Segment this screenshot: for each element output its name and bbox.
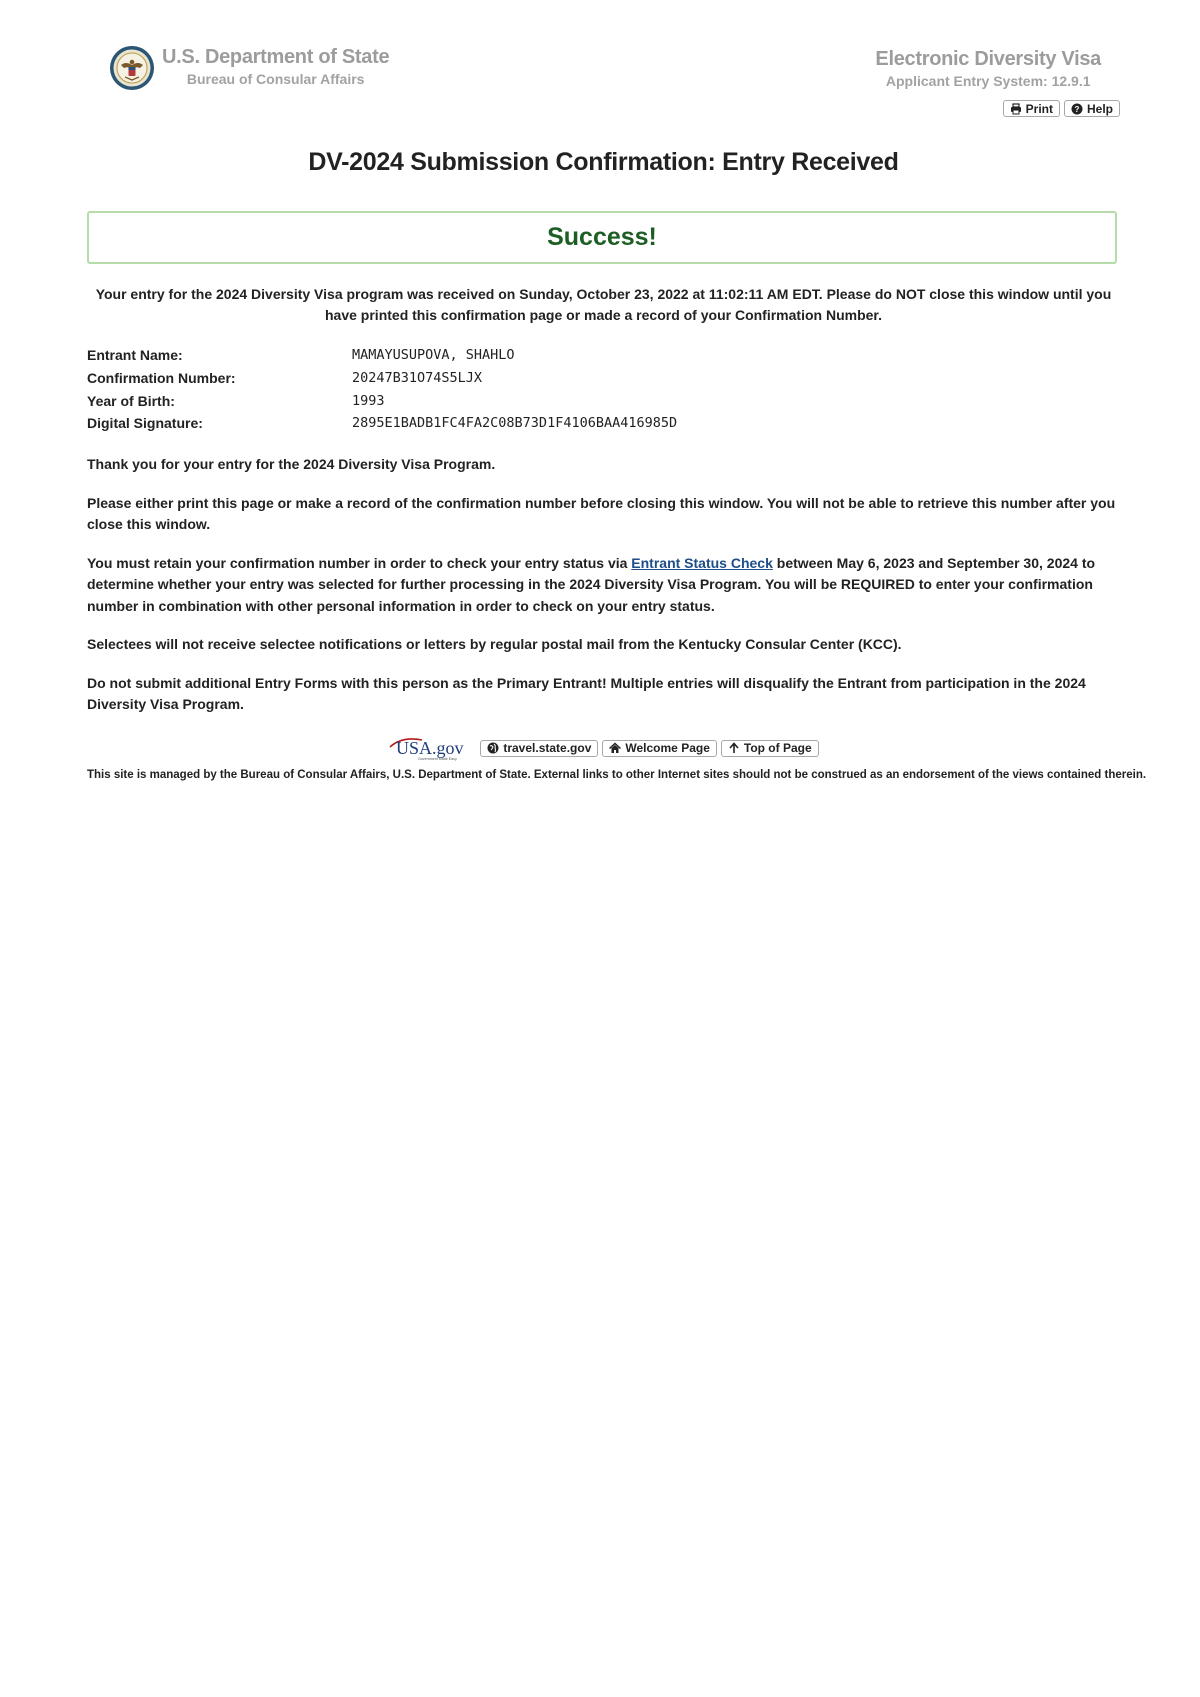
confirmation-number-label: Confirmation Number: bbox=[87, 370, 236, 387]
home-icon bbox=[609, 742, 621, 754]
help-button[interactable] bbox=[1064, 100, 1120, 117]
help-icon bbox=[1071, 103, 1083, 115]
system-title: Electronic Diversity Visa bbox=[875, 48, 1101, 70]
year-of-birth-row bbox=[87, 389, 1120, 412]
thank-you-paragraph: Thank you for your entry for the 2024 Diversity Visa Program. bbox=[87, 456, 496, 472]
entrant-name-value: MAMAYUSUPOVA, SHAHLO bbox=[352, 347, 515, 364]
entrant-name-row bbox=[87, 344, 1120, 367]
status-check-paragraph bbox=[87, 553, 1120, 618]
usagov-logo bbox=[388, 735, 474, 761]
svg-text:?: ? bbox=[1074, 104, 1080, 114]
system-version: Applicant Entry System: 12.9.1 bbox=[885, 73, 1091, 89]
top-of-page-button[interactable] bbox=[721, 740, 819, 757]
status-check-text-before: You must retain your confirmation number in order to check your entry status via bbox=[87, 554, 632, 571]
entrant-status-check-link[interactable]: Entrant Status Check bbox=[631, 554, 773, 571]
year-of-birth-value: 1993 bbox=[352, 392, 385, 409]
travel-state-gov-label: travel.state.gov bbox=[503, 741, 592, 755]
entry-details bbox=[87, 344, 1120, 435]
year-of-birth-label: Year of Birth: bbox=[87, 392, 175, 409]
help-label: Help bbox=[1086, 101, 1113, 116]
header-actions bbox=[1003, 100, 1120, 117]
usagov-logo-text: USA.gov bbox=[396, 738, 464, 758]
print-warning-paragraph: Please either print this page or make a record of the confirmation number before closing this window. You will not be able to retrieve this number after you close this window. bbox=[87, 494, 1116, 532]
usagov-logo-link[interactable] bbox=[388, 735, 474, 761]
footer-links bbox=[87, 735, 1120, 761]
department-heading bbox=[162, 46, 389, 87]
digital-signature-value: 2895E1BADB1FC4FA2C08B73D1F4106BAA416985D bbox=[352, 415, 678, 432]
mail-notice-paragraph: Selectees will not receive selectee notifications or letters by regular postal mail from the Kentucky Consular Center (KCC). bbox=[87, 636, 902, 652]
system-heading bbox=[875, 48, 1101, 89]
receipt-notice: Your entry for the 2024 Diversity Visa program was received on Sunday, October 23, 2022 at 11:02:11 AM EDT. Please do NOT close this window until you have printed this confirmation page or made a record of your Confirmation Number. bbox=[95, 286, 1112, 323]
welcome-page-label: Welcome Page bbox=[625, 741, 710, 755]
welcome-page-button[interactable] bbox=[602, 740, 716, 757]
instructions bbox=[87, 454, 1120, 733]
usagov-tagline: Government Made Easy bbox=[418, 757, 458, 761]
status-check-text-after: between May 6, 2023 and September 30, 2024 to determine whether your entry was selected for further processing in the 2024 Diversity Visa Program. You will be REQUIRED to enter your confirmation number in combination with other personal information in order to check on your entry status. bbox=[87, 554, 1096, 614]
state-department-seal-icon bbox=[109, 45, 155, 91]
print-label: Print bbox=[1025, 101, 1053, 116]
department-name: U.S. Department of State bbox=[162, 46, 390, 68]
footer-disclaimer: This site is managed by the Bureau of Consular Affairs, U.S. Department of State. External links to other Internet sites should not be construed as an endorsement of the views contained therein. bbox=[87, 769, 1147, 781]
confirmation-number-row bbox=[87, 367, 1120, 390]
digital-signature-label: Digital Signature: bbox=[87, 415, 203, 432]
bureau-name: Bureau of Consular Affairs bbox=[186, 71, 365, 87]
multiple-entries-warning: Do not submit additional Entry Forms with this person as the Primary Entrant! Multiple entries will disqualify the Entrant from participation in the 2024 Diversity Visa Program. bbox=[87, 674, 1086, 712]
print-icon bbox=[1010, 103, 1022, 115]
globe-icon bbox=[487, 742, 499, 754]
print-button[interactable] bbox=[1003, 100, 1060, 117]
success-alert bbox=[87, 211, 1117, 264]
digital-signature-row bbox=[87, 412, 1120, 435]
confirmation-page bbox=[87, 0, 1147, 781]
confirmation-number-value: 20247B31O74S5LJX bbox=[352, 370, 483, 387]
top-of-page-label: Top of Page bbox=[743, 741, 812, 755]
entrant-name-label: Entrant Name: bbox=[87, 347, 183, 364]
page-title: DV-2024 Submission Confirmation: Entry Received bbox=[308, 148, 899, 176]
travel-state-gov-button[interactable] bbox=[480, 740, 598, 757]
success-message: Success! bbox=[547, 223, 657, 251]
site-header bbox=[87, 0, 1120, 130]
arrow-up-icon bbox=[728, 742, 740, 754]
